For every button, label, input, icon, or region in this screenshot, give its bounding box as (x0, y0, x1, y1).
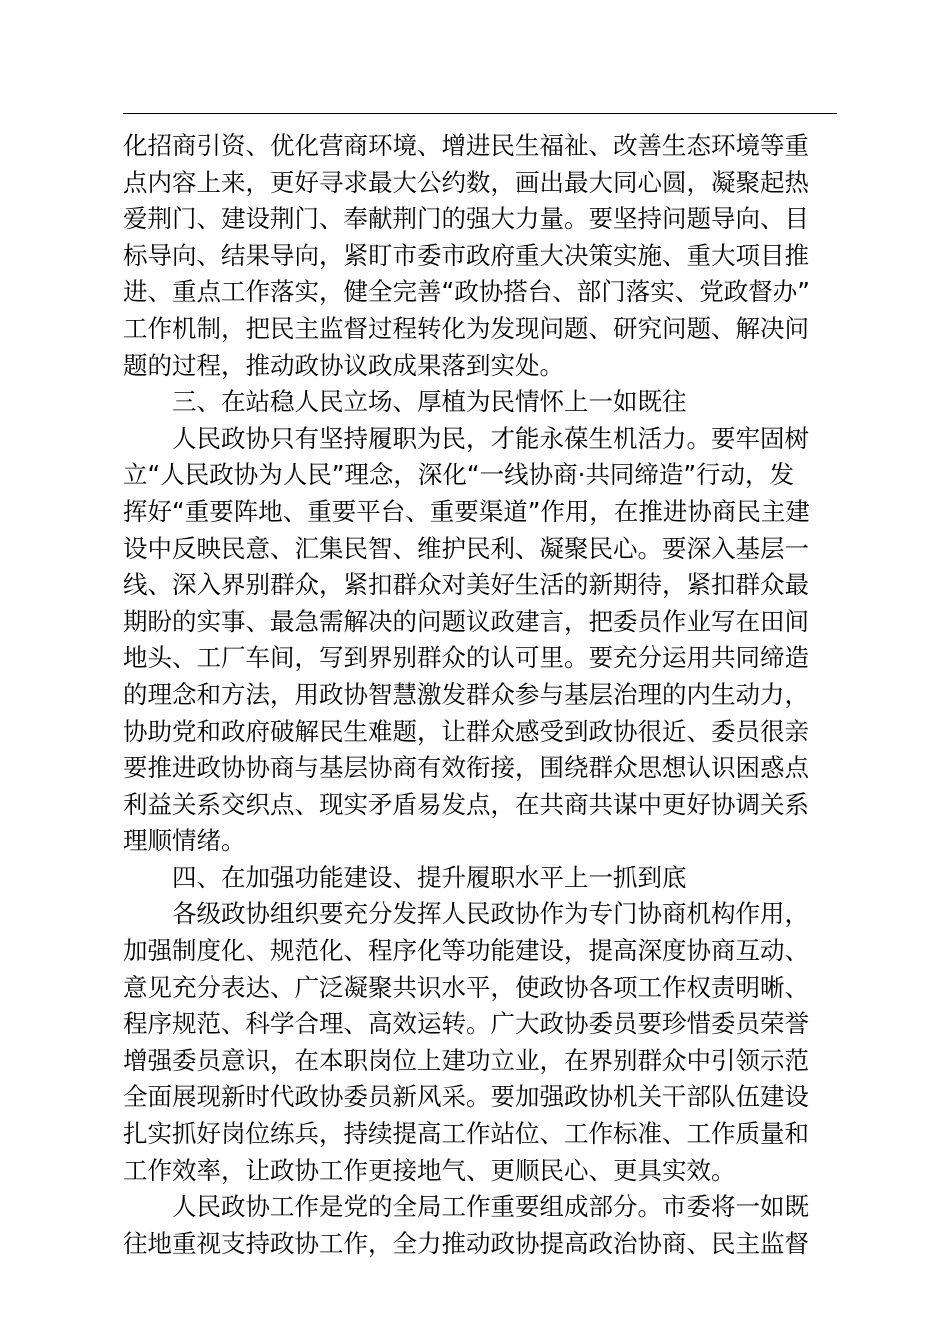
body-text (123, 128, 843, 1262)
text-line: 立“人民政协为人民”理念，深化“一线协商·共同缔造”行动，发 (123, 460, 795, 490)
text-line: 理顺情绪。 (123, 826, 246, 856)
text-line: 标导向、结果导向，紧盯市委市政府重大决策实施、重大项目推 (123, 240, 809, 270)
text-line: 增强委员意识，在本职岗位上建功立业，在界别群众中引领示范 (123, 1045, 809, 1075)
text-line: 设中反映民意、汇集民智、维护民利、凝聚民心。要深入基层一 (123, 533, 809, 563)
text-line: 点内容上来，更好寻求最大公约数，画出最大同心圆，凝聚起热 (123, 167, 809, 197)
text-line: 全面展现新时代政协委员新风采。要加强政协机关干部队伍建设 (123, 1082, 809, 1112)
text-line: 题的过程，推动政协议政成果落到实处。 (123, 350, 564, 380)
section-heading: 三、在站稳人民立场、厚植为民情怀上一如既往 (172, 387, 687, 417)
text-line: 爱荆门、建设荆门、奉献荆门的强大力量。要坚持问题导向、目 (123, 204, 809, 234)
text-line: 协助党和政府破解民生难题，让群众感受到政协很近、委员很亲 (123, 716, 809, 746)
text-line: 线、深入界别群众，紧扣群众对美好生活的新期待，紧扣群众最 (123, 570, 809, 600)
section-heading: 四、在加强功能建设、提升履职水平上一抓到底 (172, 862, 687, 892)
text-line: 的理念和方法，用政协智慧激发群众参与基层治理的内生动力， (123, 679, 809, 709)
text-line: 扎实抓好岗位练兵，持续提高工作站位、工作标准、工作质量和 (123, 1119, 809, 1149)
text-line: 工作效率，让政协工作更接地气、更顺民心、更具实效。 (123, 1155, 736, 1185)
text-line: 进、重点工作落实，健全完善“政协搭台、部门落实、党政督办” (123, 277, 810, 307)
text-line: 利益关系交织点、现实矛盾易发点，在共商共谋中更好协调关系 (123, 789, 809, 819)
header-rule (123, 113, 837, 114)
text-line: 化招商引资、优化营商环境、增进民生福祉、改善生态环境等重 (123, 131, 809, 160)
text-line: 挥好“重要阵地、重要平台、重要渠道”作用，在推进协商民主建 (123, 496, 810, 526)
text-line: 意见充分表达、广泛凝聚共识水平，使政协各项工作权责明晰、 (123, 972, 809, 1002)
text-line: 人民政协工作是党的全局工作重要组成部分。市委将一如既 (172, 1192, 809, 1222)
text-line: 地头、工厂车间，写到界别群众的认可里。要充分运用共同缔造 (123, 643, 809, 673)
text-line: 期盼的实事、最急需解决的问题议政建言，把委员作业写在田间 (123, 606, 809, 636)
text-line: 加强制度化、规范化、程序化等功能建设，提高深度协商互动、 (123, 936, 809, 966)
text-line: 要推进政协协商与基层协商有效衔接，围绕群众思想认识困惑点 (123, 753, 809, 783)
text-line: 工作机制，把民主监督过程转化为发现问题、研究问题、解决问 (123, 313, 809, 343)
text-line: 程序规范、科学合理、高效运转。广大政协委员要珍惜委员荣誉 (123, 1009, 809, 1039)
text-line: 各级政协组织要充分发挥人民政协作为专门协商机构作用， (172, 899, 809, 929)
text-line: 往地重视支持政协工作，全力推动政协提高政治协商、民主监督 (123, 1228, 809, 1258)
text-line: 人民政协只有坚持履职为民，才能永葆生机活力。要牢固树 (172, 423, 809, 453)
